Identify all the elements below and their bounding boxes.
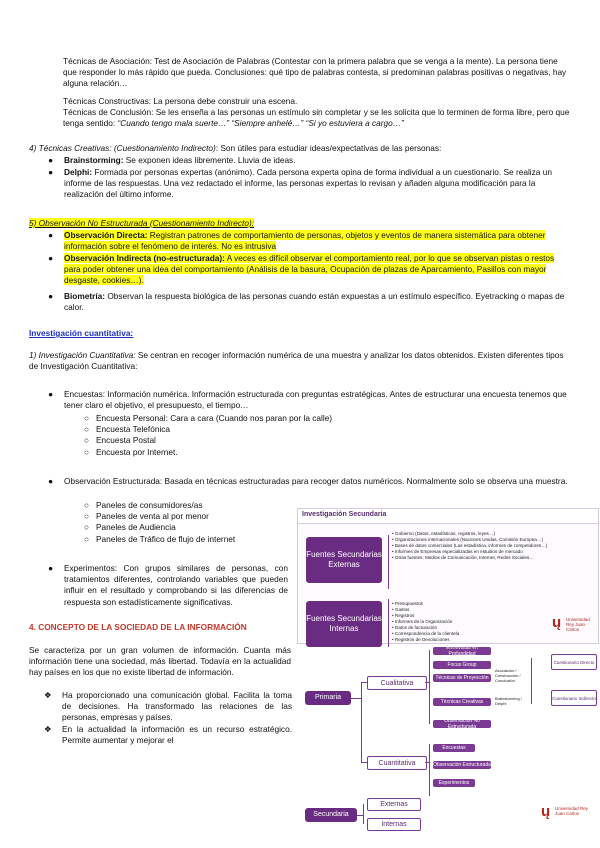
item-text: Registros de Devoluciones bbox=[394, 637, 450, 642]
proyeccion-notes: Asociación / Construcción / Conclusión bbox=[495, 668, 521, 683]
externas-box: Fuentes Secundarias Externas bbox=[306, 537, 382, 583]
estructurada-text: Basada en técnicas estructuradas para recoger datos numéricos. Normalmente solo se observa una muestra. bbox=[162, 476, 568, 486]
delphi-text: Formada por personas expertas (anónimo). Cada persona experta opina de forma individual a un cuestionario. Se realiza un informe de las respuestas. Una vez redactado el informe, las personas expertas lo revisan y añaden alguna modificación para la realización del último informe. bbox=[64, 167, 552, 200]
sub-item-text: Encuesta Telefónica bbox=[95, 424, 171, 435]
list-item: • Informes de la Organización bbox=[392, 619, 453, 624]
list-item: ● Encuestas: Información numérica. Información estructurada con preguntas estratégicas. Antes de estructurar una encuesta tenemos que tener claro el objetivo, el presupuesto, el tiempo… bbox=[48, 389, 567, 411]
list-item: ○ Encuesta Personal: Cara a cara (Cuando nos paran por la calle) bbox=[84, 413, 333, 423]
creativas-heading bbox=[29, 143, 574, 154]
internas-box: Internas bbox=[367, 818, 421, 831]
list-item: • Bases de datos comerciales (Las estadística, informes de competidores…) bbox=[392, 543, 548, 548]
cual-item: Focus Group bbox=[433, 661, 491, 669]
brainstorming-label: Brainstorming: bbox=[64, 155, 124, 165]
biometria-label: Biometría: bbox=[64, 291, 106, 301]
sub-item-text: Encuesta Personal: Cara a cara (Cuando nos paran por la calle) bbox=[95, 413, 333, 423]
item-text: Bases de datos comerciales (Las estadística, informes de competidores…) bbox=[394, 543, 548, 548]
list-item: ○ Paneles de Audiencia bbox=[84, 522, 176, 533]
item-text: Organizaciones internacionales (Naciones Unidas, Comisión Europea…) bbox=[394, 537, 543, 542]
list-item: • Informes de Empresas especializadas en estudios de mercado bbox=[392, 549, 523, 554]
cual-item: Entrevistas en Profundidad bbox=[433, 647, 491, 655]
observacion-heading bbox=[29, 218, 574, 229]
observacion-heading-text: 5) Observación No Estructurada (Cuestionamiento Indirecto): bbox=[29, 218, 255, 228]
obs-directa-text: Registran patrones de comportamiento de personas, objetos y eventos de manera sistemática para obtener información sobre el fenómeno de interés. No es intrusiva bbox=[64, 230, 546, 252]
conclusion-label: Técnicas de Conclusión: bbox=[63, 107, 154, 117]
list-item: • Otras fuentes: Medios de Comunicación, Internet, Redes Sociales… bbox=[392, 555, 534, 560]
experimentos-text: Con grupos similares de personas, con tratamientos diferentes, controlando variables que pueden influir en el resultado y comprobando si las diferencias de respuesta son estadísticamente significativas. bbox=[64, 563, 288, 607]
estructurada-label: Observación Estructurada: bbox=[64, 476, 163, 486]
list-item: • Gobierno (Datos, estadísticas, registros, leyes…) bbox=[392, 531, 495, 536]
asociacion-paragraph bbox=[63, 56, 573, 90]
cuan-item: Encuestas bbox=[433, 744, 475, 752]
list-item: • Organizaciones internacionales (Naciones Unidas, Comisión Europea…) bbox=[392, 537, 543, 542]
asociacion-text: Test de Asociación de Palabras (Contestar con la primera palabra que se venga a la mente). La persona tiene que responder lo más rápido que pueda. Conclusiones: qué tipo de palabras contesta, si predominan palabras positivas o negativas, hay alguna relación… bbox=[63, 56, 567, 89]
cuan-item: Experimentos bbox=[433, 779, 475, 787]
conclusion-text: Se les enseña a las personas un estímulo sin completar y se les solicita que lo terminen de forma libre, pero que tenga sentido: bbox=[63, 107, 570, 129]
sub-item-text: Encuesta Postal bbox=[95, 435, 156, 446]
sociedad-paragraph: Se caracteriza por un gran volumen de información. Cuanta más información tiene una sociedad, más libertad. Todavía en la actualidad hay países en los que no existe libertad de información. bbox=[29, 645, 291, 678]
item-text: Otras fuentes: Medios de Comunicación, Internet, Redes Sociales… bbox=[394, 555, 534, 560]
creativas-heading-rest: : Son útiles para estudiar ideas/expectativas de las personas: bbox=[215, 143, 442, 153]
list-item: ● Observación Directa: Registran patrones de comportamiento de personas, objetos y eventos de manera sistemática para obtener información sobre el fenómeno de interés. No es intrusiva bbox=[48, 230, 546, 252]
constructivas-text: La persona debe construir una escena. bbox=[151, 96, 298, 106]
cualitativa-box: Cualitativa bbox=[367, 676, 427, 690]
university-logo-text: Universidad Rey Juan Carlos bbox=[555, 806, 589, 816]
list-item: ○ Encuesta Postal bbox=[84, 435, 156, 446]
list-item: • Correspondencia de la clientela bbox=[392, 631, 460, 636]
cuan-item: Observación Estructurada bbox=[433, 762, 491, 768]
university-logo-text: Universidad Rey Juan Carlos bbox=[566, 617, 590, 632]
list-item: ● Experimentos: Con grupos similares de personas, con tratamientos diferentes, controlando variables que pueden influir en el resultado y comprobando si las diferencias de respuesta son estadísticamente significativas. bbox=[48, 563, 288, 607]
sub-item-text: Paneles de venta al por menor bbox=[95, 511, 209, 522]
list-item: ○ Encuesta Telefónica bbox=[84, 424, 171, 435]
sub-item-text: Paneles de Audiencia bbox=[95, 522, 176, 533]
diagram-investigacion-secundaria bbox=[297, 508, 599, 644]
primaria-box: Primaria bbox=[305, 691, 351, 705]
encuestas-label: Encuestas: bbox=[64, 389, 106, 399]
constructivas-label: Técnicas Constructivas: bbox=[63, 96, 152, 106]
sociedad-item-text: En la actualidad la información es un recurso estratégico. Permite aumentar y mejorar el bbox=[62, 724, 292, 746]
delphi-label: Delphi: bbox=[64, 167, 93, 177]
cuantitativa-title: Investigación cuantitativa: bbox=[29, 328, 134, 338]
asociacion-label: Técnicas de Asociación: bbox=[63, 56, 153, 66]
cuantitativa-intro bbox=[29, 350, 574, 372]
cual-item: Observación No Estructurada bbox=[433, 720, 491, 728]
university-logo-icon: ų bbox=[541, 803, 551, 820]
sub-item-text: Paneles de Tráfico de flujo de internet bbox=[95, 533, 236, 544]
list-item: ❖ En la actualidad la información es un recurso estratégico. Permite aumentar y mejorar el bbox=[44, 724, 292, 746]
externas-list bbox=[392, 531, 592, 561]
creativas-heading-label: 4) Técnicas Creativas: (Cuestionamiento Indirecto) bbox=[29, 143, 216, 153]
item-text: Informes de la Organización bbox=[394, 619, 453, 624]
internas-box: Fuentes Secundarias Internas bbox=[306, 601, 382, 647]
list-item: • Datos de facturación bbox=[392, 625, 438, 630]
constructivas-paragraph bbox=[63, 96, 573, 107]
sub-item-text: Paneles de consumidores/as bbox=[95, 500, 203, 510]
creativas-notes: Brainstorming / Delphi bbox=[495, 696, 522, 706]
list-item: ● Delphi: Formada por personas expertas (anónimo). Cada persona experta opina de forma individual a un cuestionario. Se realiza un informe de las respuestas. Una vez redactado el informe, las personas expertas lo revisan y añaden alguna modificación para la realización del último informe. bbox=[48, 167, 552, 200]
sub-item-text: Encuesta por Internet. bbox=[95, 446, 178, 457]
sociedad-title: 4. CONCEPTO DE LA SOCIEDAD DE LA INFORMACIÓN bbox=[29, 622, 247, 632]
list-item: • Gastos bbox=[392, 607, 410, 612]
list-item: ● Observación Estructurada: Basada en técnicas estructuradas para recoger datos numéricos. Normalmente solo se observa una muestra. bbox=[48, 476, 568, 486]
item-text: Correspondencia de la clientela bbox=[394, 631, 460, 636]
cuestionario-indirecto-box: Cuestionario Indirecto bbox=[551, 690, 597, 706]
item-text: Datos de facturación bbox=[394, 625, 438, 630]
conclusion-paragraph bbox=[63, 107, 573, 129]
brainstorming-text: Se exponen ideas libremente. Lluvia de ideas. bbox=[123, 155, 296, 165]
list-item: ○ Paneles de Tráfico de flujo de internet bbox=[84, 533, 236, 544]
item-text: Gobierno (Datos, estadísticas, registros, leyes…) bbox=[394, 531, 495, 536]
list-item: ○ Paneles de venta al por menor bbox=[84, 511, 209, 522]
university-logo-icon: ų bbox=[552, 614, 562, 631]
cual-item: Técnicas de Proyección bbox=[433, 674, 491, 682]
item-text: Presupuestos bbox=[394, 601, 423, 606]
externas-box: Externas bbox=[367, 798, 421, 811]
obs-indirecta-label: Observación Indirecta (no-estructurada): bbox=[64, 253, 225, 263]
list-item: ○ Paneles de consumidores/as bbox=[84, 500, 203, 510]
list-item: ● Observación Indirecta (no-estructurada): A veces es difícil observar el comportamiento real, por lo que se observan pistas o restos para poder obtener una idea del comportamiento (Análisis de la basura, Ocupación de plazas de Aparcamiento, Pasillos con mayor desgaste, cookies…). bbox=[48, 253, 555, 286]
item-text: Gastos bbox=[394, 607, 410, 612]
cuantitativa-intro-text: Se centran en recoger información numérica de una muestra y analizar los datos obtenidos. Existen diferentes tipos de Investigación Cuantitativa: bbox=[29, 350, 564, 372]
list-item: • Registros bbox=[392, 613, 415, 618]
item-text: Informes de Empresas especializadas en estudios de mercado bbox=[394, 549, 523, 554]
diagram1-title: Investigación Secundaria bbox=[302, 511, 387, 518]
list-item: • Registros de Devoluciones bbox=[392, 637, 450, 642]
conclusion-quote: “Cuando tengo mala suerte…” “Siempre anhelé…” “Si yo estuviera a cargo…” bbox=[117, 118, 404, 129]
biometria-text: Observan la respuesta biológica de las personas cuando están expuestas a un estímulo específico. Eyetracking o mapas de calor. bbox=[64, 291, 565, 313]
list-item: ● Brainstorming: Se exponen ideas libremente. Lluvia de ideas. bbox=[48, 155, 296, 165]
cuantitativa-intro-label: 1) Investigación Cuantitativa: bbox=[29, 350, 136, 360]
encuestas-text: Información numérica. Información estructurada con preguntas estratégicas. Antes de estructurar una encuesta tenemos que tener claro el objetivo, el presupuesto, el tiempo… bbox=[64, 389, 567, 411]
secundaria-box: Secundaria bbox=[305, 808, 357, 822]
internas-list bbox=[392, 601, 532, 643]
cuantitativa-box: Cuantitativa bbox=[367, 756, 427, 770]
list-item: ○ Encuesta por Internet. bbox=[84, 446, 178, 457]
diagram-investigacion-tree bbox=[305, 646, 600, 846]
estructurada-sublist bbox=[84, 500, 294, 545]
cual-item: Técnicas Creativas bbox=[433, 698, 491, 706]
cuestionario-directo-box: Cuestionario Directo bbox=[551, 654, 597, 670]
obs-indirecta-text: A veces es difícil observar el comportamiento real, por lo que se observan pistas o restos para poder obtener una idea del comportamiento (Análisis de la basura, Ocupación de plazas de Aparcamiento, Pasillos con mayor desgaste, cookies…). bbox=[64, 253, 555, 286]
encuestas-sublist bbox=[84, 413, 384, 458]
item-text: Registros bbox=[394, 613, 415, 618]
experimentos-label: Experimentos: bbox=[64, 563, 118, 573]
sociedad-item-text: Ha proporcionado una comunicación global. Facilita la toma de decisiones. Ha transformado las relaciones de las personas, empresas y países. bbox=[62, 690, 292, 723]
list-item: • Presupuestos bbox=[392, 601, 423, 606]
list-item: ● Biometría: Observan la respuesta biológica de las personas cuando están expuestas a un estímulo específico. Eyetracking o mapas de calor. bbox=[48, 291, 565, 313]
list-item: ❖ Ha proporcionado una comunicación global. Facilita la toma de decisiones. Ha transformado las relaciones de las personas, empresas y países. bbox=[44, 690, 292, 723]
obs-directa-label: Observación Directa: bbox=[64, 230, 148, 240]
